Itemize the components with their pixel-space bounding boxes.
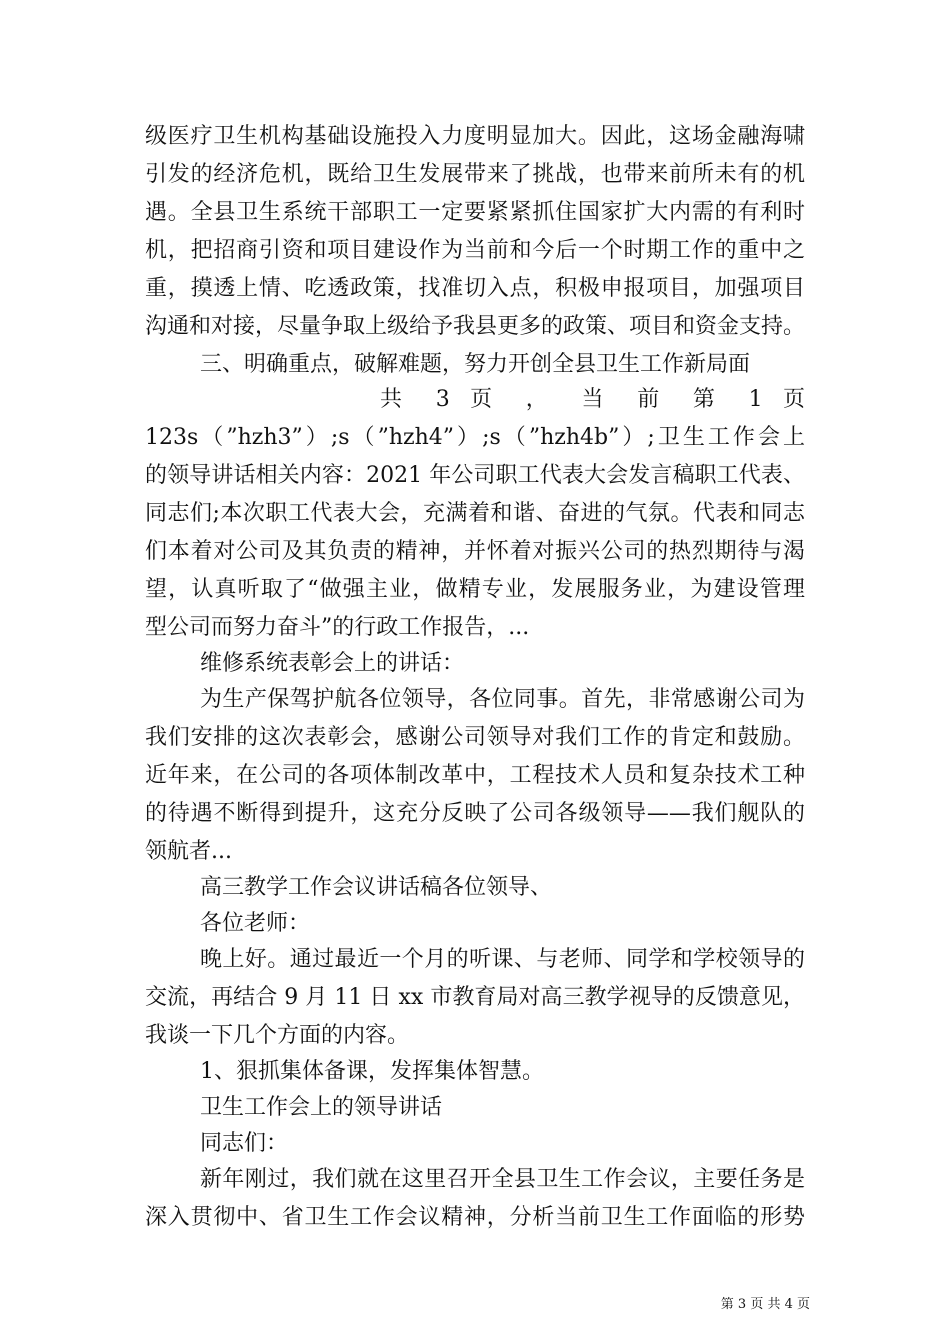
body-text-line: 沟通和对接，尽量争取上级给予我县更多的政策、项目和资金支持。: [145, 314, 805, 339]
body-text-line: 我们安排的这次表彰会，感谢公司领导对我们工作的肯定和鼓励。: [145, 725, 805, 750]
body-text-line: 同志们;本次职工代表大会，充满着和谐、奋进的气氛。代表和同志: [145, 501, 805, 526]
body-text-line: 新年刚过，我们就在这里召开全县卫生工作会议，主要任务是: [200, 1167, 805, 1192]
body-text-line: 们本着对公司及其负责的精神，并怀着对振兴公司的热烈期待与渴: [145, 539, 805, 564]
body-text-line: 为生产保驾护航各位领导，各位同事。首先，非常感谢公司为: [200, 687, 805, 712]
page-indicator-line: 共 3 页 ， 当 前 第 1 页: [380, 387, 805, 412]
body-text-line: 1、狠抓集体备课，发挥集体智慧。: [200, 1059, 544, 1084]
body-text-line: 机，把招商引资和项目建设作为当前和今后一个时期工作的重中之: [145, 238, 805, 263]
body-text-line: 维修系统表彰会上的讲话：: [200, 651, 465, 676]
body-text-line: 的待遇不断得到提升，这充分反映了公司各级领导——我们舰队的: [145, 801, 805, 826]
body-text-line: 望，认真听取了“做强主业，做精专业，发展服务业，为建设管理: [145, 577, 805, 602]
body-text-line: 重，摸透上情、吃透政策，找准切入点，积极申报项目，加强项目: [145, 276, 805, 301]
body-text-line: 型公司而努力奋斗”的行政工作报告，...: [145, 615, 530, 640]
body-text-line: 123s（”hzh3”）;s（”hzh4”）;s（”hzh4b”）;卫生工作会上: [145, 425, 805, 450]
body-text-line: 三、明确重点，破解难题，努力开创全县卫生工作新局面: [200, 352, 751, 377]
body-text-line: 交流，再结合 9 月 11 日 xx 市教育局对高三教学视导的反馈意见，: [145, 985, 805, 1010]
body-text-line: 遇。全县卫生系统干部职工一定要紧紧抓住国家扩大内需的有利时: [145, 200, 805, 225]
body-text-line: 同志们：: [200, 1131, 289, 1156]
body-text-line: 各位老师：: [200, 911, 311, 936]
body-text-line: 深入贯彻中、省卫生工作会议精神，分析当前卫生工作面临的形势: [145, 1205, 805, 1230]
body-text-line: 卫生工作会上的领导讲话: [200, 1095, 443, 1120]
body-text-line: 引发的经济危机，既给卫生发展带来了挑战，也带来前所未有的机: [145, 162, 805, 187]
body-text-line: 近年来，在公司的各项体制改革中，工程技术人员和复杂技术工种: [145, 763, 805, 788]
body-text-line: 晚上好。通过最近一个月的听课、与老师、同学和学校领导的: [200, 947, 805, 972]
body-text-line: 级医疗卫生机构基础设施投入力度明显加大。因此，这场金融海啸: [145, 124, 805, 149]
body-text-line: 我谈一下几个方面的内容。: [145, 1023, 410, 1048]
body-text-line: 的领导讲话相关内容：2021 年公司职工代表大会发言稿职工代表、: [145, 463, 805, 488]
body-text-line: 领航者...: [145, 839, 232, 864]
page-footer: 第 3 页 共 4 页: [720, 1297, 810, 1312]
body-text-line: 高三教学工作会议讲话稿各位领导、: [200, 875, 553, 900]
